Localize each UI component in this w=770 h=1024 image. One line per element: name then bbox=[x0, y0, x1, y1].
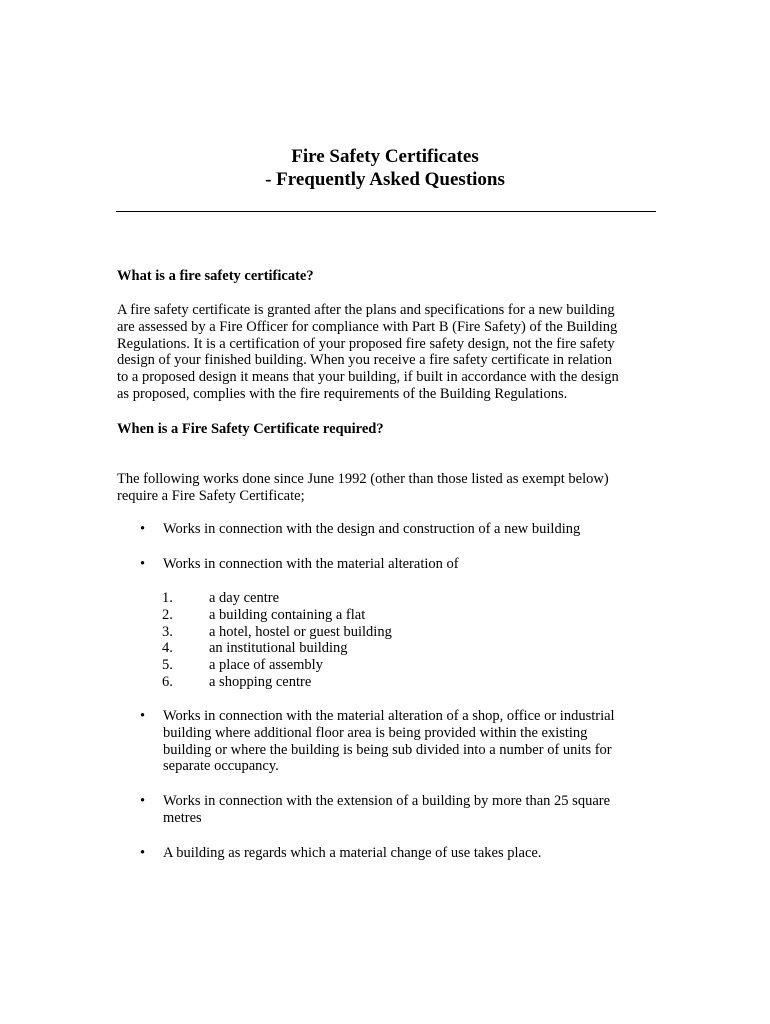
bullet-line: Works in connection with the extension of a building by more than 25 square bbox=[163, 793, 611, 809]
paragraph-line: A fire safety certificate is granted after the plans and specifications for a new building bbox=[117, 302, 615, 318]
paragraph-line: are assessed by a Fire Officer for compliance with Part B (Fire Safety) of the Building bbox=[117, 318, 618, 335]
list-number: 5. bbox=[162, 657, 173, 673]
bullet-item-change-of-use bbox=[163, 845, 658, 862]
section-paragraph-when-required bbox=[117, 471, 657, 505]
section-heading-what-is: What is a fire safety certificate? bbox=[117, 268, 314, 284]
bullet-line: Works in connection with the material alteration of a shop, office or industrial bbox=[163, 708, 615, 724]
paragraph-line: design of your finished building. When you receive a fire safety certificate in relation bbox=[117, 352, 612, 369]
bullet-line: Works in connection with the design and construction of a new building bbox=[163, 521, 581, 537]
bullet-item-new-building bbox=[163, 521, 658, 538]
bullet-line: building where additional floor area is being provided within the existing bbox=[163, 724, 588, 741]
bullet-line: building or where the building is being sub divided into a number of units for bbox=[163, 741, 612, 758]
bullet-item-material-alteration bbox=[163, 556, 658, 573]
section-paragraph-what-is bbox=[117, 302, 657, 403]
list-item: a hotel, hostel or guest building bbox=[209, 624, 392, 640]
list-item: a building containing a flat bbox=[209, 607, 366, 623]
list-number: 3. bbox=[162, 624, 173, 640]
list-number: 2. bbox=[162, 607, 173, 623]
bullet-icon: • bbox=[140, 845, 146, 861]
document-title-line-2: - Frequently Asked Questions bbox=[265, 169, 505, 190]
bullet-icon: • bbox=[140, 521, 146, 537]
bullet-item-shop-office bbox=[163, 708, 658, 775]
bullet-icon: • bbox=[140, 793, 146, 809]
paragraph-line: as proposed, complies with the fire requirements of the Building Regulations. bbox=[117, 385, 568, 402]
list-number: 6. bbox=[162, 674, 173, 690]
list-item: a day centre bbox=[209, 590, 280, 606]
bullet-line: separate occupancy. bbox=[163, 758, 279, 775]
document-title-line-1: Fire Safety Certificates bbox=[291, 146, 479, 167]
list-item: a shopping centre bbox=[209, 674, 312, 690]
bullet-line: A building as regards which a material change of use takes place. bbox=[163, 845, 542, 861]
bullet-item-extension bbox=[163, 793, 658, 827]
paragraph-line: require a Fire Safety Certificate; bbox=[117, 487, 305, 504]
paragraph-line: to a proposed design it means that your building, if built in accordance with the design bbox=[117, 369, 619, 386]
bullet-line: Works in connection with the material alteration of bbox=[163, 556, 459, 572]
list-number: 4. bbox=[162, 640, 173, 656]
list-item: an institutional building bbox=[209, 640, 348, 656]
bullet-icon: • bbox=[140, 708, 146, 724]
title-divider bbox=[116, 211, 656, 212]
paragraph-line: The following works done since June 1992 (other than those listed as exempt below) bbox=[117, 471, 609, 487]
bullet-icon: • bbox=[140, 556, 146, 572]
bullet-line: metres bbox=[163, 809, 202, 826]
list-number: 1. bbox=[162, 590, 173, 606]
section-heading-when-required: When is a Fire Safety Certificate required? bbox=[117, 421, 384, 437]
paragraph-line: Regulations. It is a certification of your proposed fire safety design, not the fire safety bbox=[117, 335, 615, 352]
list-item: a place of assembly bbox=[209, 657, 323, 673]
